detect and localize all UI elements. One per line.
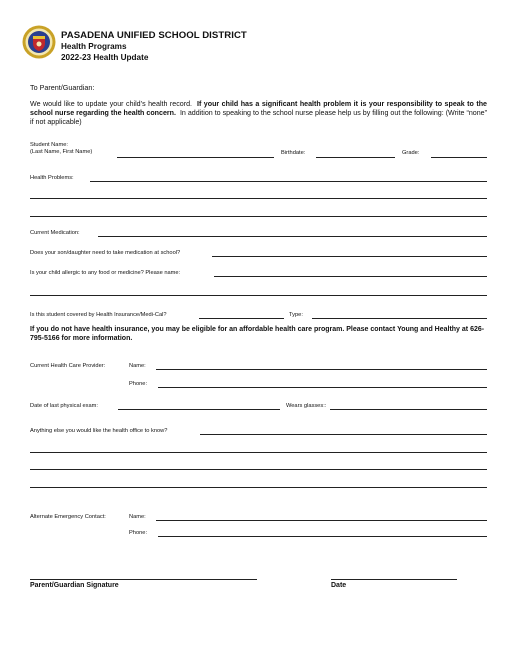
anything-else-line-4[interactable] [30,487,487,488]
parent-signature-label: Parent/Guardian Signature [30,582,119,589]
emergency-name-line[interactable] [156,520,487,521]
health-problems-line-2[interactable] [30,198,487,199]
birthdate-input-line[interactable] [316,157,395,158]
intro-text-2: In addition to speaking to the school nurse please help us by filling out the following: (Write “none” if not applicable) [30,109,487,127]
health-problems-line-1[interactable] [90,181,487,182]
allergy-line-1[interactable] [214,276,487,277]
anything-else-line-3[interactable] [30,469,487,470]
parent-signature-line[interactable] [30,579,257,580]
intro-bold-text: If your child has a significant health problem it is your responsibility to speak to the school nurse regarding the health concern. [30,100,487,118]
emergency-phone-label: Phone: [129,530,148,536]
salutation: To Parent/Guardian: [30,83,95,92]
insurance-type-line[interactable] [312,318,487,319]
provider-phone-line[interactable] [158,387,487,388]
intro-paragraph [30,100,487,127]
student-name-input-line[interactable] [117,157,274,158]
emergency-contact-label: Alternate Emergency Contact: [30,514,106,520]
program-name: Health Programs [61,42,127,51]
student-name-sublabel: (Last Name, First Name) [30,149,93,155]
glasses-label: Wears glasses:: [286,403,327,409]
medication-at-school-label: Does your son/daughter need to take medication at school? [30,250,181,256]
anything-else-line-1[interactable] [200,434,487,435]
grade-input-line[interactable] [431,157,487,158]
student-name-label: Student Name: [30,142,68,148]
provider-name-line[interactable] [156,369,487,370]
date-line[interactable] [331,579,457,580]
birthdate-label: Birthdate: [281,150,306,156]
insurance-line[interactable] [199,318,284,319]
physical-exam-line[interactable] [118,409,280,410]
medication-at-school-line[interactable] [212,256,487,257]
district-seal-logo [22,25,56,59]
provider-name-label: Name: [129,363,146,369]
insurance-type-label: Type: [289,312,303,318]
insurance-notice: If you do not have health insurance, you may be eligible for an affordable health care program. Please contact Young and Healthy at 626-795-5166 for more information. [30,326,485,342]
provider-label: Current Health Care Provider: [30,363,106,369]
health-problems-label: Health Problems: [30,175,74,181]
allergy-label: Is your child allergic to any food or medicine? Please name: [30,270,181,276]
glasses-line[interactable] [330,409,487,410]
health-problems-line-3[interactable] [30,216,487,217]
physical-exam-label: Date of last physical exam: [30,403,98,409]
district-name: PASADENA UNIFIED SCHOOL DISTRICT [61,30,247,41]
anything-else-line-2[interactable] [30,452,487,453]
allergy-line-2[interactable] [30,295,487,296]
provider-phone-label: Phone: [129,381,148,387]
form-title: 2022-23 Health Update [61,53,149,62]
grade-label: Grade: [402,150,420,156]
insurance-label: Is this student covered by Health Insurance/Medi-Cal? [30,312,167,318]
intro-text-1: We would like to update your child’s health record. [30,100,192,108]
current-medication-label: Current Medication: [30,230,80,236]
anything-else-label: Anything else you would like the health office to know? [30,428,168,434]
emergency-phone-line[interactable] [158,536,487,537]
emergency-name-label: Name: [129,514,146,520]
current-medication-line[interactable] [98,236,487,237]
date-label: Date [331,582,347,589]
